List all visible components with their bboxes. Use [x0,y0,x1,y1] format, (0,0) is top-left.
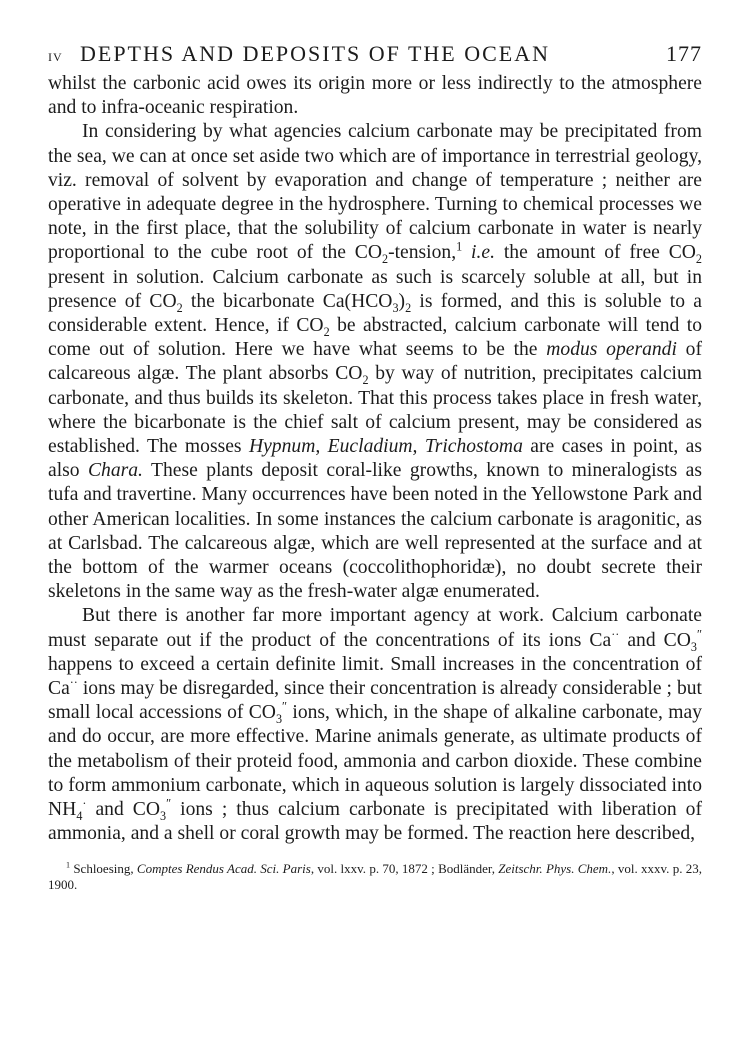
footnote: $^1$ Schloesing, Comptes Rendus Acad. Sci. Paris, vol. lxxv. p. 70, 1872 ; Bodländer, Zeitschr. Phys. Chem., vol. xxxv. p. 23, 1900. [48,860,702,892]
body-text [48,72,702,847]
signature-mark: IV [48,50,63,64]
paragraph-1: whilst the carbonic acid owes its origin more or less indirectly to the atmosphere and to infra-oceanic respiration. [48,73,702,119]
running-title: DEPTHS AND DEPOSITS OF THE OCEAN [80,41,551,66]
paragraph-3: But there is another far more important agency at work. Calcium carbonate must separate out if the product of the concentrations of its ions Ca·· and $CO_3''$ happens to exceed a certain definite limit. Small increases in the concentration of Ca·· ions may be disregarded, since their concentration is already considerable ; but small local accessions of $CO_3''$ ions, which, in the shape of alkaline carbonate, may and do occur, are more effective. Marine animals generate, as ultimate products of the metabolism of their proteid food, ammonia and carbon dioxide. These combine to form ammonium carbonate, which in aqueous solution is largely dissociated into $NH_4^\cdot$ and $CO_3''$ ions ; thus calcium carbonate is precipitated with liberation of ammonia, and a shell or coral growth may be formed. The reaction here described, [48,605,703,845]
running-head [48,38,702,70]
page-number: 177 [666,41,702,66]
paragraph-2: In considering by what agencies calcium carbonate may be precipitated from the sea, we can at once set aside two which are of importance in terrestrial geology, viz. removal of solvent by evaporation and change of temperature ; neither are operative in adequate degree in the hydrosphere. Turning to chemical processes we note, in the first place, that the solubility of calcium carbonate in water is nearly proportional to the cube root of the $CO_2-tension,^1$ i.e. the amount of free $CO_2$ present in solution. Calcium carbonate as such is scarcely soluble at all, but in presence of $CO_2$ the bicarbonate $Ca(HCO_3)_2$ is formed, and this is soluble to a considerable extent. Hence, if $CO_2$ be abstracted, calcium carbonate will tend to come out of solution. Here we have what seems to be the modus operandi of calcareous algæ. The plant absorbs $CO_2$ by way of nutrition, precipitates calcium carbonate, and thus builds its skeleton. That this process takes place in fresh water, where the bicarbonate is the chief salt of calcium present, may be considered as established. The mosses Hypnum, Eucladium, Trichostoma are cases in point, as also Chara. These plants deposit coral-like growths, known to mineralogists as tufa and travertine. Many occurrences have been noted in the Yellowstone Park and other American localities. In some instances the calcium carbonate is aragonitic, as at Carlsbad. The calcareous algæ, which are well represented at the surface and at the bottom of the warmer oceans (coccolithophoridæ), no doubt secrete their skeletons in the same way as the fresh-water algæ enumerated. [48,121,703,603]
page [48,38,702,894]
footnote-ref: 1 [456,239,463,254]
footnote-marker: 1 [66,860,71,870]
